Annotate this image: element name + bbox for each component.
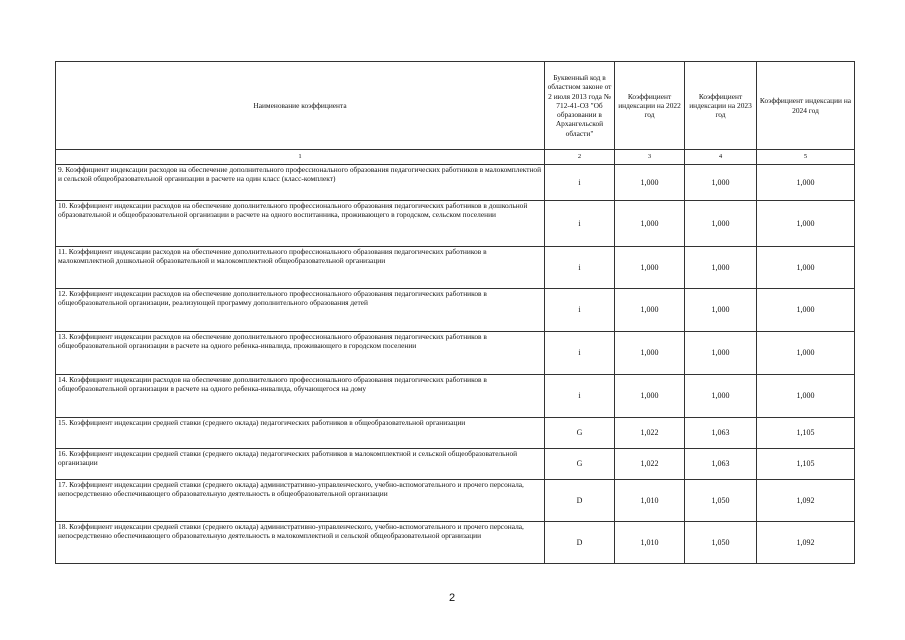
coefficients-table xyxy=(55,61,855,564)
table-row xyxy=(56,449,855,480)
value-2024: 1,105 xyxy=(757,449,855,480)
value-2024: 1,000 xyxy=(757,247,855,289)
value-2022: 1,000 xyxy=(615,201,685,247)
table-row xyxy=(56,201,855,247)
letter-code: G xyxy=(545,449,615,480)
column-number-row xyxy=(56,150,855,165)
letter-code: D xyxy=(545,480,615,522)
table-header-row xyxy=(56,62,855,150)
table-row xyxy=(56,375,855,418)
table-row xyxy=(56,480,855,522)
value-2024: 1,092 xyxy=(757,480,855,522)
table-row xyxy=(56,165,855,201)
value-2022: 1,000 xyxy=(615,332,685,375)
value-2024: 1,105 xyxy=(757,418,855,449)
value-2023: 1,050 xyxy=(685,480,757,522)
table-row xyxy=(56,332,855,375)
letter-code: i xyxy=(545,332,615,375)
value-2023: 1,000 xyxy=(685,289,757,332)
letter-code: i xyxy=(545,375,615,418)
letter-code: i xyxy=(545,165,615,201)
table-row xyxy=(56,289,855,332)
coefficient-name: 10. Коэффициент индексации расходов на обеспечение дополнительного профессионального образования педагогических работников в дошкольной образовательной и общеобразовательной организации в расчете на одного воспитанника, проживающего в городском, сельском поселении xyxy=(56,201,545,247)
col-number: 2 xyxy=(545,150,615,165)
value-2023: 1,000 xyxy=(685,332,757,375)
value-2023: 1,000 xyxy=(685,247,757,289)
value-2022: 1,000 xyxy=(615,165,685,201)
page-number: 2 xyxy=(448,592,456,604)
value-2023: 1,063 xyxy=(685,418,757,449)
value-2023: 1,000 xyxy=(685,201,757,247)
value-2023: 1,063 xyxy=(685,449,757,480)
value-2023: 1,000 xyxy=(685,375,757,418)
coefficient-name: 17. Коэффициент индексации средней ставки (среднего оклада) административно-управленческого, учебно-вспомогательного и прочего персонала, непосредственно обеспечивающего образовательную деятельность в общеобразовательной организации xyxy=(56,480,545,522)
col-number: 1 xyxy=(56,150,545,165)
col-number: 5 xyxy=(757,150,855,165)
coefficient-name: 14. Коэффициент индексации расходов на обеспечение дополнительного профессионального образования педагогических работников в общеобразовательной организации в расчете на одного ребенка-инвалида, обучающегося на дому xyxy=(56,375,545,418)
coefficient-name: 9. Коэффициент индексации расходов на обеспечение дополнительного профессионального образования педагогических работников в малокомплектной и сельской общеобразовательной организации в расчете на один класс (класс-комплект) xyxy=(56,165,545,201)
coefficient-name: 16. Коэффициент индексации средней ставки (среднего оклада) педагогических работников в малокомплектной и сельской общеобразовательной организации xyxy=(56,449,545,480)
letter-code: i xyxy=(545,247,615,289)
value-2022: 1,000 xyxy=(615,375,685,418)
value-2023: 1,050 xyxy=(685,522,757,564)
table-row xyxy=(56,247,855,289)
value-2022: 1,022 xyxy=(615,418,685,449)
header-code: Буквенный код в областном законе от 2 июля 2013 года № 712-41-ОЗ "Об образовании в Архангельской области" xyxy=(545,62,615,150)
value-2022: 1,022 xyxy=(615,449,685,480)
value-2024: 1,000 xyxy=(757,332,855,375)
table-row xyxy=(56,522,855,564)
value-2024: 1,000 xyxy=(757,289,855,332)
coefficient-name: 13. Коэффициент индексации расходов на обеспечение дополнительного профессионального образования педагогических работников в общеобразовательной организации в расчете на одного ребенка-инвалида, проживающего в городском поселении xyxy=(56,332,545,375)
header-2023: Коэффициент индексации на 2023 год xyxy=(685,62,757,150)
value-2024: 1,000 xyxy=(757,165,855,201)
letter-code: G xyxy=(545,418,615,449)
value-2023: 1,000 xyxy=(685,165,757,201)
value-2022: 1,000 xyxy=(615,289,685,332)
value-2022: 1,000 xyxy=(615,247,685,289)
header-2022: Коэффициент индексации на 2022 год xyxy=(615,62,685,150)
header-2024: Коэффициент индексации на 2024 год xyxy=(757,62,855,150)
value-2024: 1,000 xyxy=(757,375,855,418)
letter-code: i xyxy=(545,289,615,332)
value-2022: 1,010 xyxy=(615,522,685,564)
letter-code: i xyxy=(545,201,615,247)
table-row xyxy=(56,418,855,449)
coefficient-name: 15. Коэффициент индексации средней ставки (среднего оклада) педагогических работников в общеобразовательной организации xyxy=(56,418,545,449)
value-2024: 1,092 xyxy=(757,522,855,564)
coefficient-name: 11. Коэффициент индексации расходов на обеспечение дополнительного профессионального образования педагогических работников в малокомплектной дошкольной образовательной и малокомплектной общеобразовательной организации xyxy=(56,247,545,289)
coefficient-name: 12. Коэффициент индексации расходов на обеспечение дополнительного профессионального образования педагогических работников в общеобразовательной организации, реализующей программу дополнительного образования детей xyxy=(56,289,545,332)
header-name: Наименование коэффициента xyxy=(56,62,545,150)
value-2022: 1,010 xyxy=(615,480,685,522)
letter-code: D xyxy=(545,522,615,564)
col-number: 4 xyxy=(685,150,757,165)
coefficient-name: 18. Коэффициент индексации средней ставки (среднего оклада) административно-управленческого, учебно-вспомогательного и прочего персонала, непосредственно обеспечивающего образовательную деятельность в малокомплектной и сельской общеобразовательной организации xyxy=(56,522,545,564)
col-number: 3 xyxy=(615,150,685,165)
value-2024: 1,000 xyxy=(757,201,855,247)
